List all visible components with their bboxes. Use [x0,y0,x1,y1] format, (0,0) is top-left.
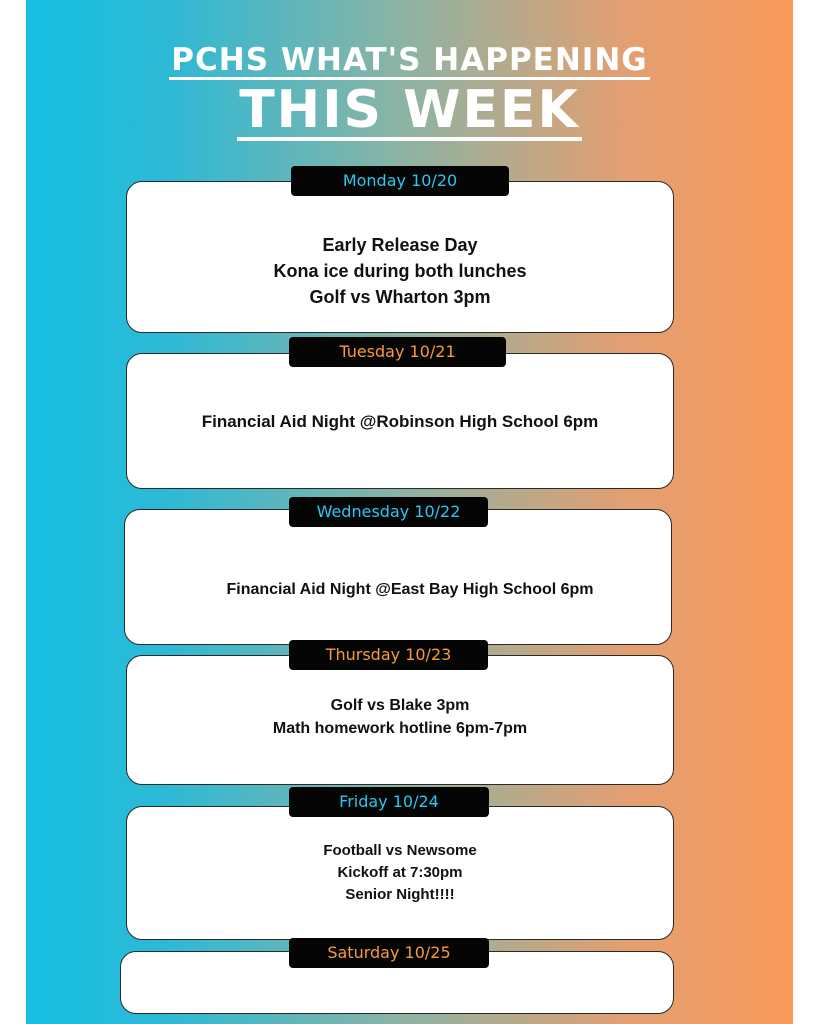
day-card-thursday [126,655,674,785]
event-item: Kickoff at 7:30pm [337,864,463,881]
header-title-line1: PCHS WHAT'S HAPPENING [171,42,648,78]
day-card-wednesday [124,509,672,645]
event-item: Math homework hotline 6pm-7pm [272,720,528,737]
day-label-wednesday: Wednesday 10/22 [289,497,488,527]
events-tuesday [127,410,673,434]
poster [26,0,793,1024]
events-monday [127,232,673,310]
day-label-saturday: Saturday 10/25 [289,938,489,968]
day-label-tuesday: Tuesday 10/21 [289,337,506,367]
event-item: Senior Night!!!! [345,886,455,903]
header-title-line2: THIS WEEK [239,80,580,140]
day-card-tuesday [126,353,674,489]
events-friday [127,840,673,906]
event-item: Football vs Newsome [323,842,477,859]
event-item: Kona ice during both lunches [273,261,527,281]
day-label-friday: Friday 10/24 [289,787,489,817]
day-card-friday [126,806,674,940]
event-item: Golf vs Blake 3pm [330,697,470,714]
day-label-thursday: Thursday 10/23 [289,640,488,670]
events-thursday [127,694,673,740]
event-item: Financial Aid Night @Robinson High School 6pm [201,412,599,431]
event-item: Early Release Day [322,235,478,255]
day-label-monday: Monday 10/20 [291,166,509,196]
event-item: Golf vs Wharton 3pm [309,287,491,307]
event-item: Financial Aid Night @East Bay High School 6pm [226,581,594,598]
day-card-monday [126,181,674,333]
events-wednesday [125,579,671,601]
